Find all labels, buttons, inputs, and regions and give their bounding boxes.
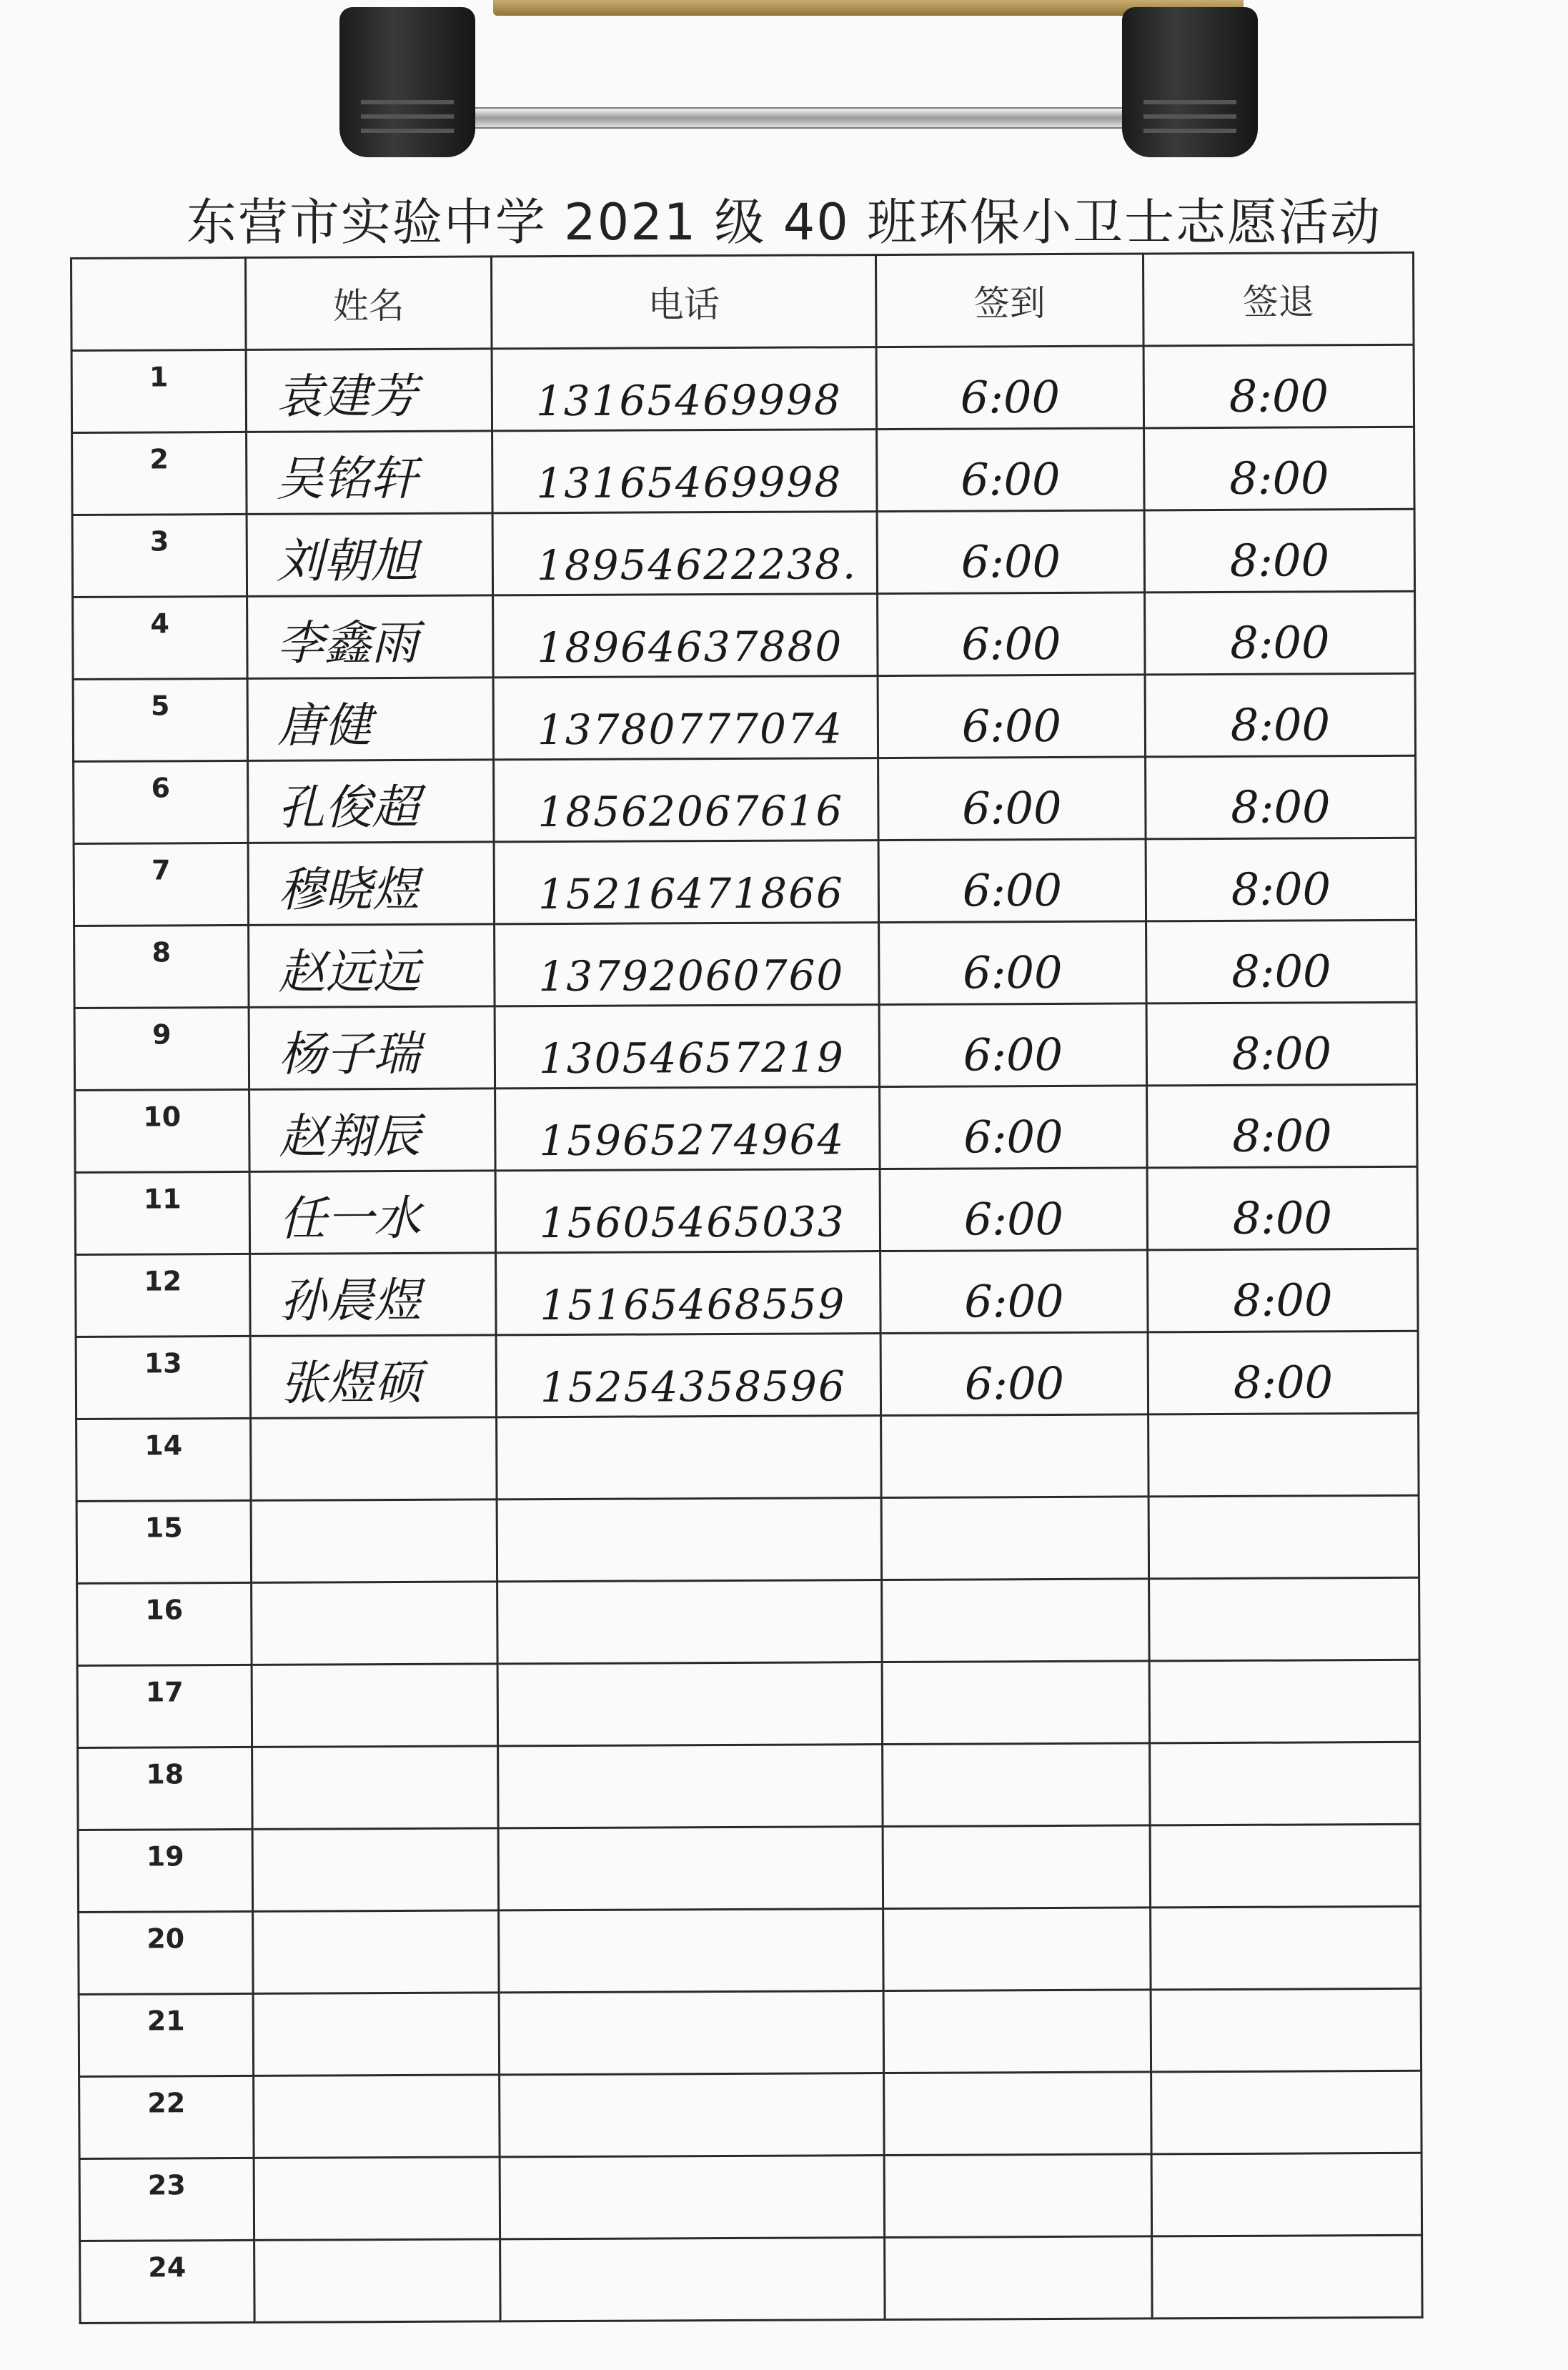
header-signin: 签到 — [875, 254, 1143, 347]
row-signout — [1151, 2153, 1421, 2236]
row-signin — [882, 1661, 1149, 1745]
row-name: 刘朝旭 — [247, 513, 492, 596]
row-name: 赵远远 — [249, 924, 495, 1007]
row-phone: 13792060760 — [495, 923, 879, 1006]
header-signout: 签退 — [1143, 252, 1414, 346]
sign-in-table — [70, 252, 1424, 2324]
row-number: 10 — [75, 1089, 249, 1172]
table-row — [76, 1495, 1419, 1583]
row-signout: 8:00 — [1146, 920, 1416, 1003]
row-number: 3 — [72, 514, 247, 597]
table-row — [77, 1577, 1419, 1665]
row-number: 22 — [79, 2076, 254, 2158]
table-row — [72, 427, 1414, 515]
row-number: 2 — [72, 432, 247, 515]
row-signin — [883, 1990, 1151, 2073]
row-signin: 6:00 — [877, 510, 1144, 594]
row-name — [253, 1993, 499, 2076]
row-signin — [884, 2154, 1151, 2238]
row-number: 18 — [78, 1747, 252, 1830]
row-phone — [497, 1662, 882, 1746]
row-number: 9 — [74, 1007, 249, 1090]
table-row — [79, 1906, 1421, 1994]
row-phone: 15965274964 — [495, 1087, 880, 1171]
row-phone: 18954622238. — [492, 512, 877, 595]
row-name: 孙晨煜 — [250, 1253, 496, 1336]
row-signout — [1148, 1413, 1419, 1497]
row-number: 12 — [76, 1254, 250, 1337]
page-title: 东营市实验中学 2021 级 40 班环保小卫士志愿活动 — [186, 193, 1382, 252]
row-signin: 6:00 — [880, 1250, 1148, 1334]
row-name — [252, 1582, 497, 1665]
row-signin — [882, 1579, 1149, 1662]
row-number: 4 — [73, 596, 247, 679]
row-signout: 8:00 — [1144, 427, 1414, 510]
table-row — [79, 1988, 1421, 2076]
row-number: 1 — [71, 349, 246, 432]
row-signout: 8:00 — [1147, 1084, 1417, 1168]
row-number: 19 — [78, 1829, 252, 1912]
clipboard-clip-right — [1122, 7, 1258, 157]
row-signin — [884, 2072, 1151, 2156]
row-phone: 13780777074 — [493, 676, 878, 760]
row-name — [251, 1417, 497, 1501]
row-number: 17 — [77, 1665, 252, 1747]
row-phone — [498, 1745, 883, 1828]
row-phone — [497, 1498, 881, 1582]
row-name — [254, 2239, 500, 2323]
row-name: 穆晓煜 — [248, 842, 494, 925]
row-name: 袁建芳 — [246, 349, 492, 432]
row-name — [252, 1828, 498, 1911]
row-signout — [1151, 2071, 1421, 2154]
table-row — [76, 1249, 1418, 1337]
row-signin: 6:00 — [880, 1086, 1147, 1169]
row-number: 7 — [74, 843, 248, 926]
row-name: 吴铭轩 — [247, 431, 492, 514]
row-number: 5 — [73, 678, 247, 761]
row-signout — [1150, 1824, 1420, 1908]
table-row — [72, 509, 1414, 597]
row-name — [252, 1664, 497, 1747]
table-row — [74, 1002, 1416, 1090]
header-phone: 电话 — [492, 255, 877, 349]
row-signin: 6:00 — [880, 1168, 1147, 1251]
row-name: 张煜硕 — [250, 1335, 496, 1418]
row-phone — [500, 2156, 884, 2239]
row-number: 13 — [76, 1336, 250, 1419]
table-row — [77, 1660, 1419, 1747]
table-row — [78, 1824, 1420, 1912]
row-number: 20 — [79, 1911, 253, 1994]
row-number: 11 — [75, 1171, 249, 1254]
table-row — [73, 591, 1415, 679]
row-name: 李鑫雨 — [247, 595, 493, 678]
row-phone — [497, 1416, 881, 1499]
row-phone — [500, 2238, 885, 2321]
row-number: 21 — [79, 1993, 253, 2076]
row-name — [254, 2075, 500, 2158]
row-signout: 8:00 — [1147, 1166, 1417, 1250]
row-phone: 15216471866 — [494, 841, 878, 924]
row-signout — [1151, 1906, 1421, 1990]
table-row — [78, 1742, 1420, 1830]
table-row — [73, 673, 1415, 761]
row-signin — [883, 1825, 1150, 1909]
row-phone — [500, 2073, 884, 2157]
table-row — [71, 344, 1414, 432]
table-row — [76, 1413, 1419, 1501]
row-phone: 13165469998 — [492, 430, 877, 513]
row-number: 8 — [74, 925, 249, 1008]
row-phone — [497, 1580, 882, 1664]
row-name — [252, 1746, 498, 1830]
row-name: 杨子瑞 — [249, 1006, 495, 1089]
row-signin: 6:00 — [876, 346, 1143, 430]
table-row — [79, 2071, 1421, 2158]
table-row — [74, 920, 1416, 1008]
row-name: 唐健 — [247, 678, 493, 760]
row-phone — [498, 1827, 883, 1910]
table-row — [75, 1084, 1417, 1172]
row-phone: 15165468559 — [496, 1251, 880, 1335]
table-row — [76, 1331, 1418, 1419]
table-row — [75, 1166, 1417, 1254]
row-signout — [1150, 1742, 1420, 1825]
row-signout: 8:00 — [1148, 1249, 1418, 1332]
row-signout: 8:00 — [1144, 509, 1414, 592]
row-signout: 8:00 — [1146, 755, 1416, 839]
row-signin — [881, 1414, 1148, 1498]
row-signout: 8:00 — [1146, 838, 1416, 921]
header-number — [71, 257, 247, 350]
row-name: 孔俊超 — [248, 760, 494, 843]
table-header-row — [71, 252, 1414, 350]
row-phone: 13054657219 — [495, 1005, 879, 1089]
row-signout: 8:00 — [1148, 1331, 1418, 1414]
row-signout: 8:00 — [1145, 591, 1415, 675]
row-number: 6 — [74, 760, 248, 843]
row-signin: 6:00 — [878, 592, 1145, 676]
row-signout — [1149, 1577, 1419, 1661]
row-phone: 18964637880 — [493, 594, 878, 678]
clipboard-clip-left — [339, 7, 475, 157]
row-signout: 8:00 — [1145, 673, 1415, 757]
row-signin: 6:00 — [878, 675, 1145, 758]
row-signin: 6:00 — [879, 921, 1146, 1005]
row-signin: 6:00 — [877, 428, 1144, 512]
row-signout — [1151, 1988, 1421, 2072]
row-number: 15 — [76, 1500, 251, 1583]
row-name — [251, 1499, 497, 1582]
row-phone: 18562067616 — [494, 758, 878, 842]
row-name — [254, 2157, 500, 2240]
row-name: 任一水 — [249, 1171, 495, 1254]
row-phone — [499, 1909, 883, 1993]
row-number: 24 — [80, 2240, 254, 2323]
header-name: 姓名 — [246, 257, 492, 349]
row-phone: 15605465033 — [495, 1169, 880, 1253]
clipboard-wire — [457, 107, 1132, 129]
row-name — [253, 1910, 499, 1994]
row-signin — [883, 1743, 1150, 1827]
row-signin — [883, 1908, 1151, 1991]
row-signout: 8:00 — [1146, 1002, 1416, 1086]
row-signin: 6:00 — [878, 839, 1146, 923]
table-row — [79, 2153, 1421, 2241]
row-number: 14 — [76, 1418, 251, 1501]
row-signin — [885, 2236, 1152, 2320]
row-phone: 13165469998 — [492, 347, 876, 431]
row-number: 23 — [79, 2158, 254, 2241]
row-name: 赵翔辰 — [249, 1089, 495, 1171]
table-row — [74, 838, 1416, 926]
row-signin: 6:00 — [878, 757, 1146, 841]
table-row — [74, 755, 1416, 843]
row-signin: 6:00 — [879, 1003, 1146, 1087]
table-row — [80, 2235, 1422, 2323]
row-signin: 6:00 — [880, 1332, 1148, 1416]
row-phone: 15254358596 — [496, 1334, 880, 1417]
row-phone — [499, 1991, 883, 2075]
row-signout — [1152, 2235, 1422, 2319]
row-signout — [1148, 1495, 1419, 1579]
row-signout — [1149, 1660, 1419, 1743]
row-number: 16 — [77, 1582, 252, 1665]
row-signin — [881, 1497, 1148, 1580]
row-signout: 8:00 — [1143, 344, 1414, 428]
